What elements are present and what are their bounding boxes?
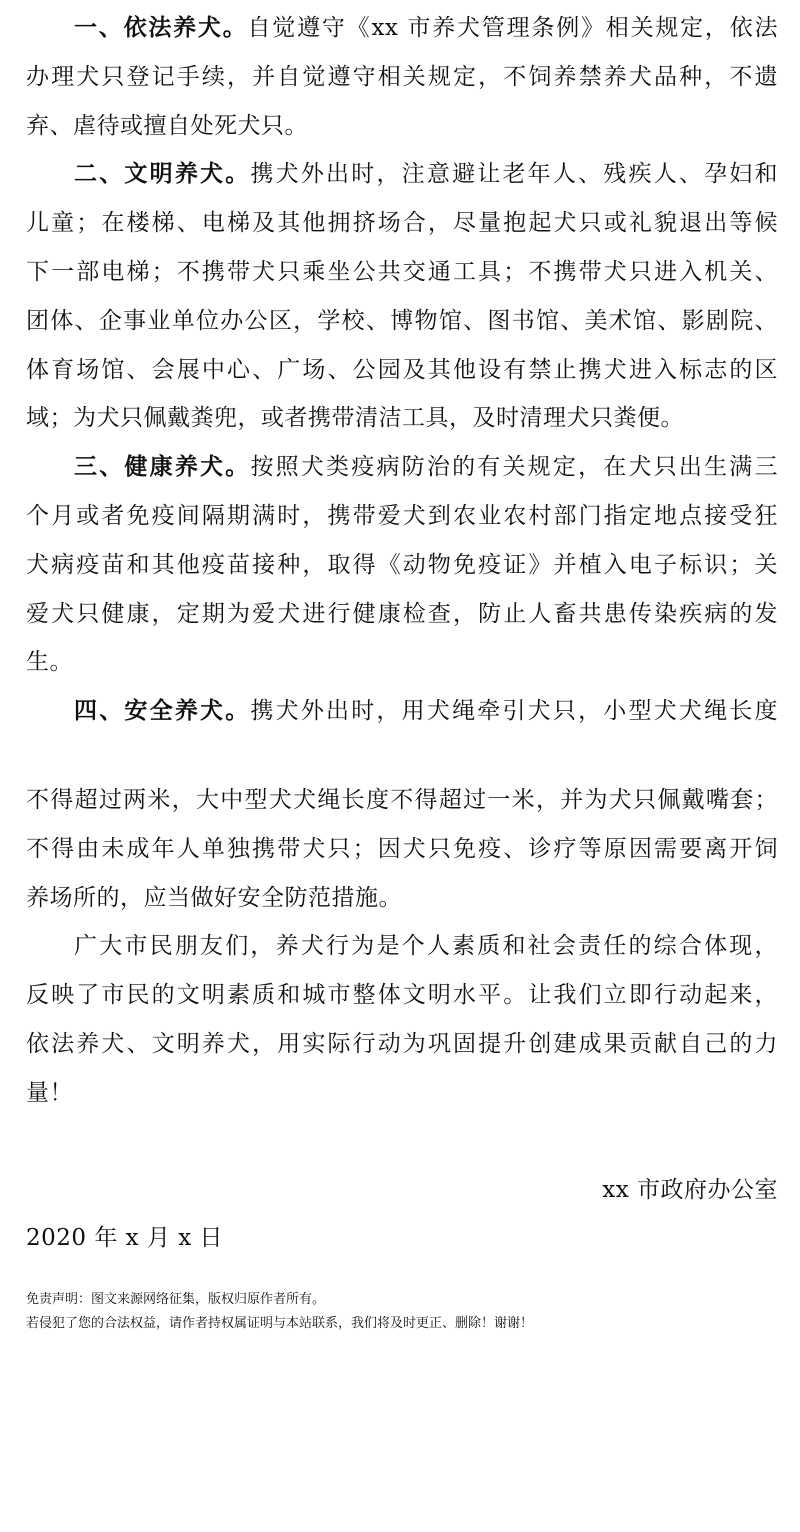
text-line: 团体、企事业单位办公区，学校、博物馆、图书馆、美术馆、影剧院、 bbox=[26, 307, 778, 334]
text-line: 犬病疫苗和其他疫苗接种，取得《动物免疫证》并植入电子标识；关 bbox=[26, 551, 778, 578]
line-text: 携犬外出时，注意避让老年人、残疾人、孕妇和 bbox=[250, 161, 778, 188]
section-heading: 四、安全养犬。 bbox=[74, 697, 251, 725]
issue-date: 2020 年 x 月 x 日 bbox=[26, 1225, 224, 1252]
text-line: 个月或者免疫间隔期满时，携带爱犬到农业农村部门指定地点接受狂 bbox=[26, 502, 778, 529]
section-heading: 一、依法养犬。 bbox=[74, 14, 248, 41]
text-line bbox=[26, 4, 778, 53]
text-line: 生。 bbox=[26, 649, 73, 676]
text-line bbox=[26, 443, 778, 492]
paragraph-healthy-dog-keeping bbox=[26, 443, 778, 687]
line-text: 携犬外出时，用犬绳牵引犬只，小型犬犬绳长度 bbox=[250, 698, 778, 725]
disclaimer-line: 若侵犯了您的合法权益，请作者持权属证明与本站联系，我们将及时更正、删除！谢谢！ bbox=[26, 1316, 534, 1332]
paragraph-civilized-dog-keeping bbox=[26, 150, 778, 443]
text-line: 域；为犬只佩戴粪兜，或者携带清洁工具，及时清理犬只粪便。 bbox=[26, 405, 684, 432]
text-line: 爱犬只健康，定期为爱犬进行健康检查，防止人畜共患传染疾病的发 bbox=[26, 600, 778, 627]
signature: xx 市政府办公室 bbox=[602, 1176, 778, 1203]
text-line: 儿童；在楼梯、电梯及其他拥挤场合，尽量抱起犬只或礼貌退出等候 bbox=[26, 210, 778, 237]
line-text: 自觉遵守《xx 市养犬管理条例》相关规定，依法 bbox=[247, 15, 778, 41]
disclaimer-line: 免责声明：图文来源网络征集，版权归原作者所有。 bbox=[26, 1292, 326, 1308]
text-line: 广大市民朋友们，养犬行为是个人素质和社会责任的综合体现， bbox=[74, 933, 778, 960]
text-line bbox=[26, 687, 778, 736]
document-body bbox=[26, 4, 778, 1336]
paragraph-legal-dog-keeping bbox=[26, 4, 778, 150]
disclaimer bbox=[26, 1288, 778, 1336]
text-line: 弃、虐待或擅自处死犬只。 bbox=[26, 112, 308, 139]
text-line: 依法养犬、文明养犬，用实际行动为巩固提升创建成果贡献自己的力 bbox=[26, 1030, 778, 1057]
section-heading: 三、健康养犬。 bbox=[74, 453, 251, 481]
text-line bbox=[26, 150, 778, 199]
text-line: 体育场馆、会展中心、广场、公园及其他设有禁止携犬进入标志的区 bbox=[26, 356, 778, 383]
text-line: 不得由未成年人单独携带犬只；因犬只免疫、诊疗等原因需要离开饲 bbox=[26, 835, 778, 862]
text-line: 养场所的，应当做好安全防范措施。 bbox=[26, 884, 402, 911]
paragraph-closing-appeal bbox=[26, 922, 778, 1117]
line-text: 按照犬类疫病防治的有关规定，在犬只出生满三 bbox=[250, 454, 778, 481]
text-line: 下一部电梯；不携带犬只乘坐公共交通工具；不携带犬只进入机关、 bbox=[26, 258, 778, 285]
text-line: 不得超过两米，大中型犬犬绳长度不得超过一米，并为犬只佩戴嘴套； bbox=[26, 786, 778, 813]
text-line: 量！ bbox=[26, 1079, 73, 1106]
paragraph-safe-dog-keeping bbox=[26, 687, 778, 922]
text-line: 办理犬只登记手续，并自觉遵守相关规定，不饲养禁养犬品种，不遗 bbox=[26, 63, 778, 90]
text-line: 反映了市民的文明素质和城市整体文明水平。让我们立即行动起来， bbox=[26, 982, 778, 1009]
section-heading: 二、文明养犬。 bbox=[74, 160, 251, 188]
page-gap bbox=[26, 736, 778, 776]
